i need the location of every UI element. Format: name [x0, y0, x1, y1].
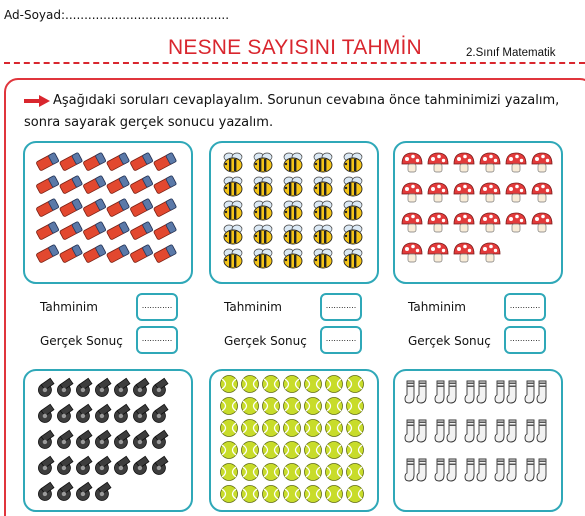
mushroom-grid — [395, 143, 563, 284]
bee-icon — [284, 153, 302, 172]
eraser-icon — [36, 221, 59, 240]
eraser-icon — [130, 244, 153, 263]
sock-pair-icon — [405, 420, 426, 442]
eraser-icon — [83, 152, 106, 171]
sock-pair-icon — [465, 459, 486, 481]
estimate-label-2: Tahminim — [224, 300, 282, 314]
bee-icon — [254, 249, 272, 268]
bee-icon — [314, 201, 332, 220]
tennis-ball-icon — [284, 464, 301, 481]
whistle-icon — [36, 482, 58, 503]
whistle-icon — [150, 378, 172, 399]
tennis-ball-icon — [263, 486, 280, 503]
sock-pair-icon — [435, 459, 456, 481]
eraser-icon — [153, 221, 176, 240]
whistle-icon — [74, 430, 96, 451]
actual-label-2: Gerçek Sonuç — [224, 334, 307, 348]
sock-pair-icon — [435, 420, 456, 442]
bee-icon — [284, 177, 302, 196]
tennis-ball-icon — [284, 376, 301, 393]
sock-pair-icon — [495, 420, 516, 442]
whistle-icon — [112, 378, 134, 399]
whistle-icon — [112, 456, 134, 477]
mushroom-icon — [428, 213, 448, 232]
eraser-icon — [59, 198, 82, 217]
sock-pair-icon — [435, 381, 456, 403]
tennis-ball-icon — [347, 486, 364, 503]
bee-icon — [344, 225, 362, 244]
eraser-icon — [83, 198, 106, 217]
tennis-ball-icon — [305, 464, 322, 481]
sock-panel — [393, 369, 563, 512]
tennis-ball-grid — [211, 371, 379, 512]
tennis-ball-icon — [221, 398, 238, 415]
bee-icon — [224, 201, 242, 220]
eraser-icon — [36, 175, 59, 194]
mushroom-icon — [532, 153, 552, 172]
eraser-icon — [106, 152, 129, 171]
tennis-ball-icon — [242, 376, 259, 393]
eraser-icon — [130, 198, 153, 217]
sock-pair-icon — [495, 459, 516, 481]
whistle-icon — [55, 456, 77, 477]
title-underline — [4, 62, 585, 64]
whistle-icon — [55, 378, 77, 399]
tennis-ball-icon — [263, 420, 280, 437]
whistle-icon — [74, 378, 96, 399]
eraser-icon — [59, 175, 82, 194]
estimate-box-1[interactable]: ............ — [136, 293, 178, 321]
arrow-right-icon — [24, 95, 50, 107]
eraser-icon — [106, 175, 129, 194]
tennis-ball-icon — [242, 486, 259, 503]
whistle-icon — [150, 430, 172, 451]
page-title: NESNE SAYISINI TAHMİN — [168, 36, 422, 59]
tennis-ball-icon — [284, 486, 301, 503]
eraser-icon — [83, 221, 106, 240]
estimate-label-3: Tahminim — [408, 300, 466, 314]
mushroom-icon — [454, 243, 474, 262]
actual-box-1[interactable]: ............ — [136, 326, 178, 354]
whistle-grid — [25, 371, 193, 512]
mushroom-icon — [532, 183, 552, 202]
whistle-icon — [112, 430, 134, 451]
eraser-grid — [25, 143, 193, 284]
eraser-icon — [36, 244, 59, 263]
eraser-icon — [153, 152, 176, 171]
tennis-ball-icon — [242, 442, 259, 459]
actual-label-3: Gerçek Sonuç — [408, 334, 491, 348]
mushroom-icon — [480, 153, 500, 172]
bee-icon — [224, 225, 242, 244]
eraser-icon — [36, 198, 59, 217]
bee-icon — [344, 177, 362, 196]
tennis-ball-icon — [263, 442, 280, 459]
eraser-icon — [36, 152, 59, 171]
mushroom-icon — [428, 153, 448, 172]
eraser-icon — [83, 175, 106, 194]
sock-pair-icon — [405, 459, 426, 481]
eraser-icon — [153, 244, 176, 263]
whistle-icon — [55, 430, 77, 451]
sock-pair-icon — [495, 381, 516, 403]
whistle-icon — [55, 482, 77, 503]
estimate-box-2[interactable]: ............ — [320, 293, 362, 321]
tennis-ball-icon — [347, 398, 364, 415]
eraser-icon — [153, 198, 176, 217]
eraser-icon — [106, 221, 129, 240]
bee-icon — [254, 153, 272, 172]
bee-icon — [254, 201, 272, 220]
tennis-ball-icon — [221, 420, 238, 437]
whistle-icon — [131, 456, 153, 477]
bee-icon — [344, 249, 362, 268]
tennis-ball-icon — [263, 376, 280, 393]
whistle-icon — [112, 404, 134, 425]
bee-icon — [344, 153, 362, 172]
eraser-icon — [106, 198, 129, 217]
tennis-ball-icon — [221, 442, 238, 459]
mushroom-icon — [480, 243, 500, 262]
whistle-icon — [74, 482, 96, 503]
whistle-icon — [74, 404, 96, 425]
tennis-ball-icon — [305, 398, 322, 415]
tennis-ball-icon — [326, 376, 343, 393]
whistle-icon — [131, 404, 153, 425]
tennis-ball-icon — [242, 420, 259, 437]
bee-icon — [314, 153, 332, 172]
tennis-ball-icon — [326, 398, 343, 415]
whistle-icon — [36, 430, 58, 451]
mushroom-icon — [506, 153, 526, 172]
whistle-icon — [150, 404, 172, 425]
tennis-ball-icon — [347, 442, 364, 459]
sock-grid — [395, 371, 563, 512]
eraser-icon — [153, 175, 176, 194]
eraser-icon — [59, 152, 82, 171]
tennis-ball-icon — [347, 376, 364, 393]
tennis-ball-icon — [347, 420, 364, 437]
instructions — [24, 90, 584, 134]
tennis-ball-icon — [242, 464, 259, 481]
mushroom-icon — [480, 183, 500, 202]
mushroom-icon — [506, 183, 526, 202]
whistle-icon — [93, 430, 115, 451]
whistle-icon — [93, 456, 115, 477]
grade-label: 2.Sınıf Matematik — [466, 47, 556, 59]
bee-icon — [314, 249, 332, 268]
mushroom-icon — [454, 153, 474, 172]
mushroom-icon — [454, 213, 474, 232]
mushroom-icon — [532, 213, 552, 232]
eraser-icon — [83, 244, 106, 263]
whistle-icon — [55, 404, 77, 425]
bee-icon — [224, 249, 242, 268]
whistle-icon — [93, 378, 115, 399]
name-line: Ad-Soyad:........................................... — [4, 8, 230, 22]
bee-icon — [224, 177, 242, 196]
bee-icon — [314, 177, 332, 196]
bee-icon — [284, 201, 302, 220]
tennis-ball-icon — [221, 486, 238, 503]
mushroom-icon — [506, 213, 526, 232]
whistle-icon — [74, 456, 96, 477]
tennis-ball-icon — [326, 464, 343, 481]
instructions-text: Aşağıdaki soruları cevaplayalım. Sorunun cevabına önce tahminimizi yazalım, sonra sayarak gerçek sonucu yazalım. — [24, 93, 560, 130]
sock-pair-icon — [405, 381, 426, 403]
bee-panel — [209, 141, 379, 284]
whistle-icon — [131, 378, 153, 399]
mushroom-icon — [480, 213, 500, 232]
actual-box-3[interactable]: ............ — [504, 326, 546, 354]
estimate-box-3[interactable]: ............ — [504, 293, 546, 321]
eraser-icon — [59, 244, 82, 263]
bee-icon — [254, 225, 272, 244]
eraser-icon — [130, 221, 153, 240]
mushroom-icon — [428, 243, 448, 262]
bee-icon — [344, 201, 362, 220]
tennis-ball-icon — [263, 398, 280, 415]
mushroom-icon — [402, 213, 422, 232]
whistle-icon — [36, 456, 58, 477]
tennis-ball-icon — [305, 376, 322, 393]
mushroom-panel — [393, 141, 563, 284]
tennis-ball-icon — [305, 486, 322, 503]
sock-pair-icon — [525, 459, 546, 481]
sock-pair-icon — [525, 420, 546, 442]
bee-icon — [314, 225, 332, 244]
actual-label-1: Gerçek Sonuç — [40, 334, 123, 348]
whistle-icon — [93, 404, 115, 425]
tennis-ball-icon — [326, 420, 343, 437]
bee-icon — [254, 177, 272, 196]
estimate-label-1: Tahminim — [40, 300, 98, 314]
sock-pair-icon — [525, 381, 546, 403]
tennis-ball-icon — [305, 420, 322, 437]
whistle-icon — [150, 456, 172, 477]
tennis-ball-icon — [284, 442, 301, 459]
tennis-ball-icon — [305, 442, 322, 459]
eraser-icon — [130, 152, 153, 171]
tennis-ball-icon — [326, 486, 343, 503]
whistle-panel — [23, 369, 193, 512]
mushroom-icon — [428, 183, 448, 202]
bee-icon — [284, 225, 302, 244]
actual-box-2[interactable]: ............ — [320, 326, 362, 354]
tennis-ball-icon — [221, 464, 238, 481]
tennis-ball-icon — [242, 398, 259, 415]
whistle-icon — [131, 430, 153, 451]
eraser-panel — [23, 141, 193, 284]
eraser-icon — [59, 221, 82, 240]
mushroom-icon — [402, 183, 422, 202]
tennis-ball-icon — [326, 442, 343, 459]
tennis-ball-icon — [263, 464, 280, 481]
bee-icon — [284, 249, 302, 268]
tennis-ball-panel — [209, 369, 379, 512]
whistle-icon — [93, 482, 115, 503]
eraser-icon — [130, 175, 153, 194]
tennis-ball-icon — [347, 464, 364, 481]
tennis-ball-icon — [284, 398, 301, 415]
whistle-icon — [36, 404, 58, 425]
tennis-ball-icon — [221, 376, 238, 393]
whistle-icon — [36, 378, 58, 399]
bee-icon — [224, 153, 242, 172]
mushroom-icon — [402, 153, 422, 172]
eraser-icon — [106, 244, 129, 263]
sock-pair-icon — [465, 420, 486, 442]
sock-pair-icon — [465, 381, 486, 403]
mushroom-icon — [402, 243, 422, 262]
mushroom-icon — [454, 183, 474, 202]
tennis-ball-icon — [284, 420, 301, 437]
bee-grid — [211, 143, 379, 284]
